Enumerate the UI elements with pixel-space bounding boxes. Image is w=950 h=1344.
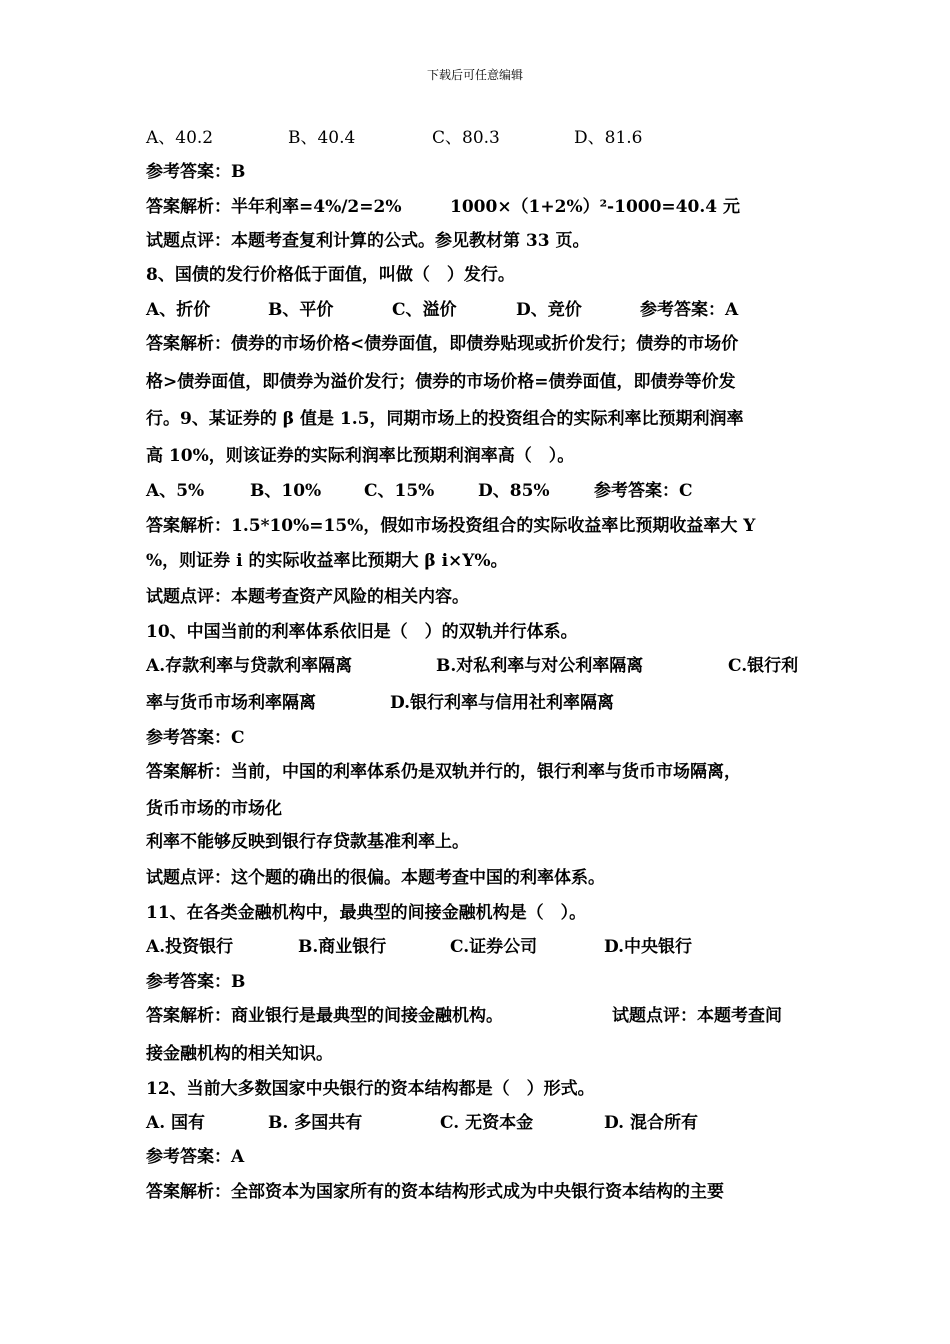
comment-line: 试题点评：本题考查复利计算的公式。参见教材第 33 页。 (146, 231, 590, 251)
option-b: B、平价 (268, 300, 334, 320)
question-9-cont: 高 10%，则该证券的实际利润率比预期利润率高（ ）。 (146, 446, 575, 466)
q10-options-row-2 (146, 691, 826, 715)
option-b: B、40.4 (288, 128, 356, 148)
analysis-line: %，则证券 i 的实际收益率比预期大 β i×Y%。 (146, 551, 508, 571)
analysis-text: 答案解析：商业银行是最典型的间接金融机构。 (146, 1006, 503, 1026)
option-c: C、15% (364, 481, 435, 501)
option-b: B、10% (250, 481, 322, 501)
option-d: D、竞价 (516, 300, 582, 320)
q7-options-row (146, 126, 826, 150)
option-d: D.中央银行 (604, 937, 693, 957)
analysis-line: 利率不能够反映到银行存贷款基准利率上。 (146, 832, 469, 852)
q12-options-row (146, 1111, 826, 1135)
option-a: A、40.2 (146, 128, 214, 148)
option-a: A、5% (146, 481, 205, 501)
analysis-text: 答案解析：半年利率=4%/2=2% (146, 197, 402, 217)
analysis-line: 货币市场的市场化 (146, 799, 282, 819)
q10-options-row-1 (146, 654, 826, 678)
answer-line: 参考答案：B (146, 162, 246, 182)
option-c: C、溢价 (392, 300, 457, 320)
analysis-line: 答案解析：债券的市场价格<债券面值，即债券贴现或折价发行；债券的市场价 (146, 334, 739, 354)
q11-options-row (146, 935, 826, 959)
question-11: 11、在各类金融机构中，最典型的间接金融机构是（ ）。 (146, 903, 587, 923)
q8-options-row (146, 298, 826, 322)
answer-line: 参考答案：C (146, 728, 245, 748)
answer: 参考答案：C (594, 481, 693, 501)
comment-text: 试题点评：本题考查间 (612, 1006, 782, 1026)
option-c: C.银行利 (728, 656, 799, 676)
option-c: C.证券公司 (450, 937, 538, 957)
option-a: A. 国有 (146, 1113, 206, 1133)
option-b: B. 多国共有 (268, 1113, 363, 1133)
option-c: C. 无资本金 (440, 1113, 534, 1133)
page-header: 下载后可任意编辑 (426, 68, 523, 82)
question-12: 12、当前大多数国家中央银行的资本结构都是（ ）形式。 (146, 1079, 595, 1099)
option-b: B.商业银行 (298, 937, 387, 957)
q9-options-row (146, 479, 826, 503)
analysis-line: 答案解析：当前，中国的利率体系仍是双轨并行的，银行利率与货币市场隔离， (146, 762, 741, 782)
option-a: A、折价 (146, 300, 211, 320)
option-d: D. 混合所有 (604, 1113, 698, 1133)
option-a: A.投资银行 (146, 937, 234, 957)
option-d: D、85% (478, 481, 550, 501)
analysis-line: 答案解析：全部资本为国家所有的资本结构形式成为中央银行资本结构的主要 (146, 1182, 724, 1202)
option-b: B.对私利率与对公利率隔离 (436, 656, 644, 676)
analysis-line: 答案解析：1.5*10%=15%，假如市场投资组合的实际收益率比预期收益率大 Y (146, 516, 756, 536)
comment-line: 试题点评：这个题的确出的很偏。本题考查中国的利率体系。 (146, 868, 605, 888)
option-a: A.存款利率与贷款利率隔离 (146, 656, 353, 676)
question-8: 8、国债的发行价格低于面值，叫做（ ）发行。 (146, 265, 515, 285)
comment-cont: 接金融机构的相关知识。 (146, 1044, 333, 1064)
option-d: D、81.6 (574, 128, 643, 148)
comment-line: 试题点评：本题考查资产风险的相关内容。 (146, 587, 469, 607)
analysis-line (146, 1004, 826, 1028)
analysis-formula: 1000×（1+2%）²-1000=40.4 元 (450, 197, 740, 217)
option-c: C、80.3 (432, 128, 500, 148)
analysis-line: 格>债券面值，即债券为溢价发行；债券的市场价格=债券面值，即债券等价发 (146, 372, 736, 392)
answer-line: 参考答案：B (146, 972, 246, 992)
answer-line: 参考答案：A (146, 1147, 245, 1167)
option-d: D.银行利率与信用社利率隔离 (390, 693, 615, 713)
question-9: 行。9、某证券的 β 值是 1.5，同期市场上的投资组合的实际利率比预期利润率 (146, 409, 744, 429)
answer: 参考答案：A (640, 300, 739, 320)
analysis-line (146, 195, 826, 219)
question-10: 10、中国当前的利率体系依旧是（ ）的双轨并行体系。 (146, 622, 578, 642)
option-c-cont: 率与货币市场利率隔离 (146, 693, 316, 713)
